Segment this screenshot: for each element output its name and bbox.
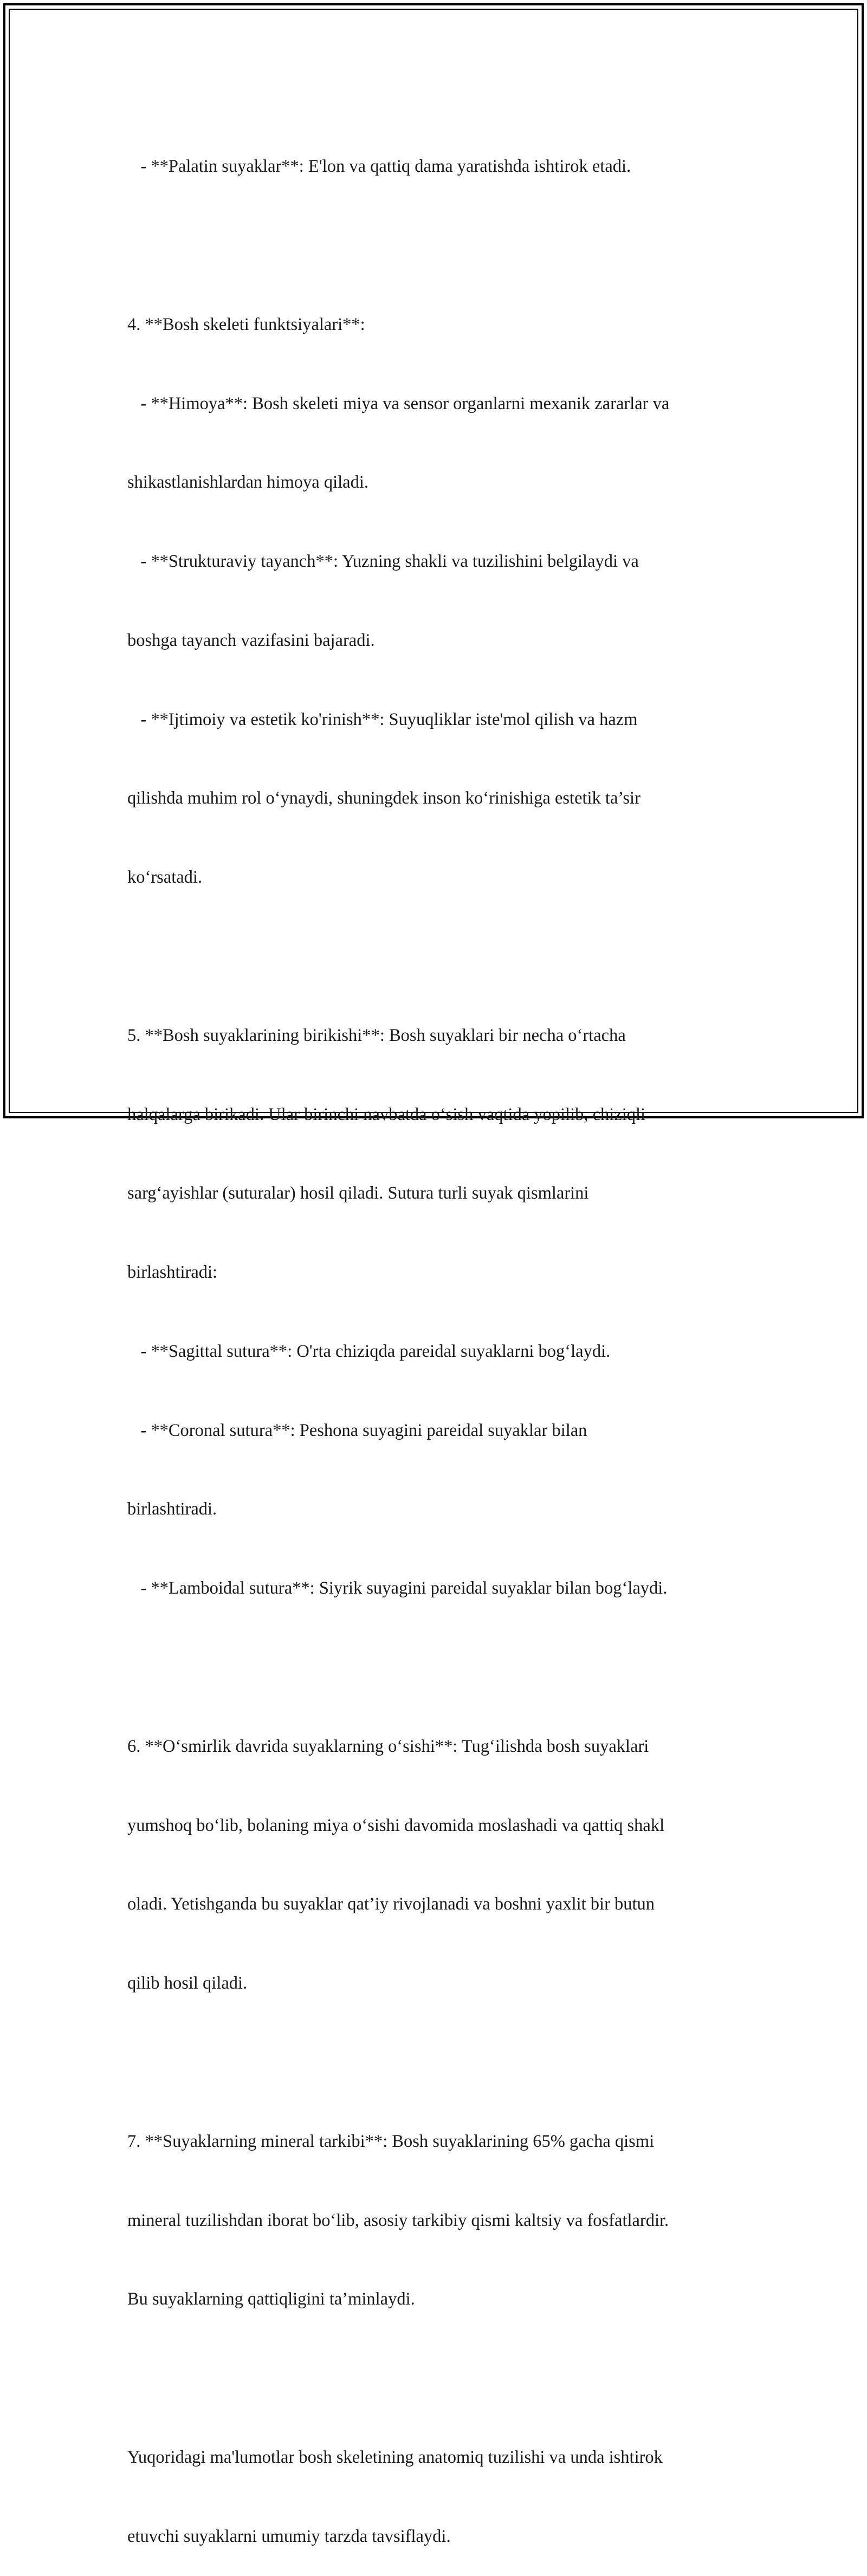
text-line: Bu suyaklarning qattiqligini ta’minlaydi. [127, 2289, 415, 2309]
section-heading: 7. **Suyaklarning mineral tarkibi**: Bosh suyaklarining 65% gacha qismi [127, 2131, 655, 2151]
text-line: qilib hosil qiladi. [127, 1973, 248, 1994]
text-line: - **Coronal sutura**: Peshona suyagini pareidal suyaklar bilan [127, 1420, 587, 1440]
blank-line [127, 1654, 745, 1681]
blank-line [127, 2365, 745, 2392]
text-line: - **Ijtimoiy va estetik ko'rinish**: Suyuqliklar iste'mol qilish va hazm [127, 709, 638, 729]
blank-line [127, 943, 745, 970]
text-line: shikastlanishlardan himoya qiladi. [127, 473, 368, 493]
text-line: ko‘rsatadi. [127, 868, 203, 888]
summary-line: etuvchi suyaklarni umumiy tarzda tavsiflaydi. [127, 2526, 451, 2546]
text-line: - **Himoya**: Bosh skeleti miya va sensor organlarni mexanik zararlar va [127, 393, 670, 413]
section-heading: 6. **O‘smirlik davrida suyaklarning o‘sishi**: Tug‘ilishda bosh suyaklari [127, 1736, 649, 1756]
text-line: - **Palatin suyaklar**: E'lon va qattiq dama yaratishda ishtirok etadi. [127, 157, 631, 177]
document-body [127, 101, 745, 2576]
text-line: mineral tuzilishdan iborat bo‘lib, asosiy tarkibiy qismi kaltsiy va fosfatlardir. [127, 2210, 669, 2230]
text-line: - **Lamboidal sutura**: Siyrik suyagini pareidal suyaklar bilan bog‘laydi. [127, 1578, 668, 1598]
section-heading: 5. **Bosh suyaklarining birikishi**: Bosh suyaklari bir necha o‘rtacha [127, 1025, 626, 1045]
text-line: yumshoq bo‘lib, bolaning miya o‘sishi davomida moslashadi va qattiq shakl [127, 1815, 665, 1835]
text-line: birlashtiradi: [127, 1263, 218, 1283]
text-line: - **Sagittal sutura**: O'rta chiziqda pareidal suyaklarni bog‘laydi. [127, 1341, 611, 1361]
text-line: boshga tayanch vazifasini bajaradi. [127, 630, 375, 650]
section-heading: 4. **Bosh skeleti funktsiyalari**: [127, 314, 365, 334]
blank-line [127, 2049, 745, 2076]
text-line: sarg‘ayishlar (suturalar) hosil qiladi. Sutura turli suyak qismlarini [127, 1183, 589, 1203]
summary-line: Yuqoridagi ma'lumotlar bosh skeletining anatomiq tuzilishi va unda ishtirok [127, 2447, 663, 2467]
blank-line [127, 232, 745, 259]
text-line: birlashtiradi. [127, 1499, 217, 1519]
text-line: qilishda muhim rol o‘ynaydi, shuningdek inson ko‘rinishiga estetik ta’sir [127, 788, 640, 808]
text-line: halqalarga birikadi. Ular birinchi navbatda o‘sish vaqtida yopilib, chiziqli [127, 1104, 646, 1124]
text-line: oladi. Yetishganda bu suyaklar qat’iy rivojlanadi va boshni yaxlit bir butun [127, 1894, 655, 1914]
text-line: - **Strukturaviy tayanch**: Yuzning shakli va tuzilishini belgilaydi va [127, 552, 639, 572]
